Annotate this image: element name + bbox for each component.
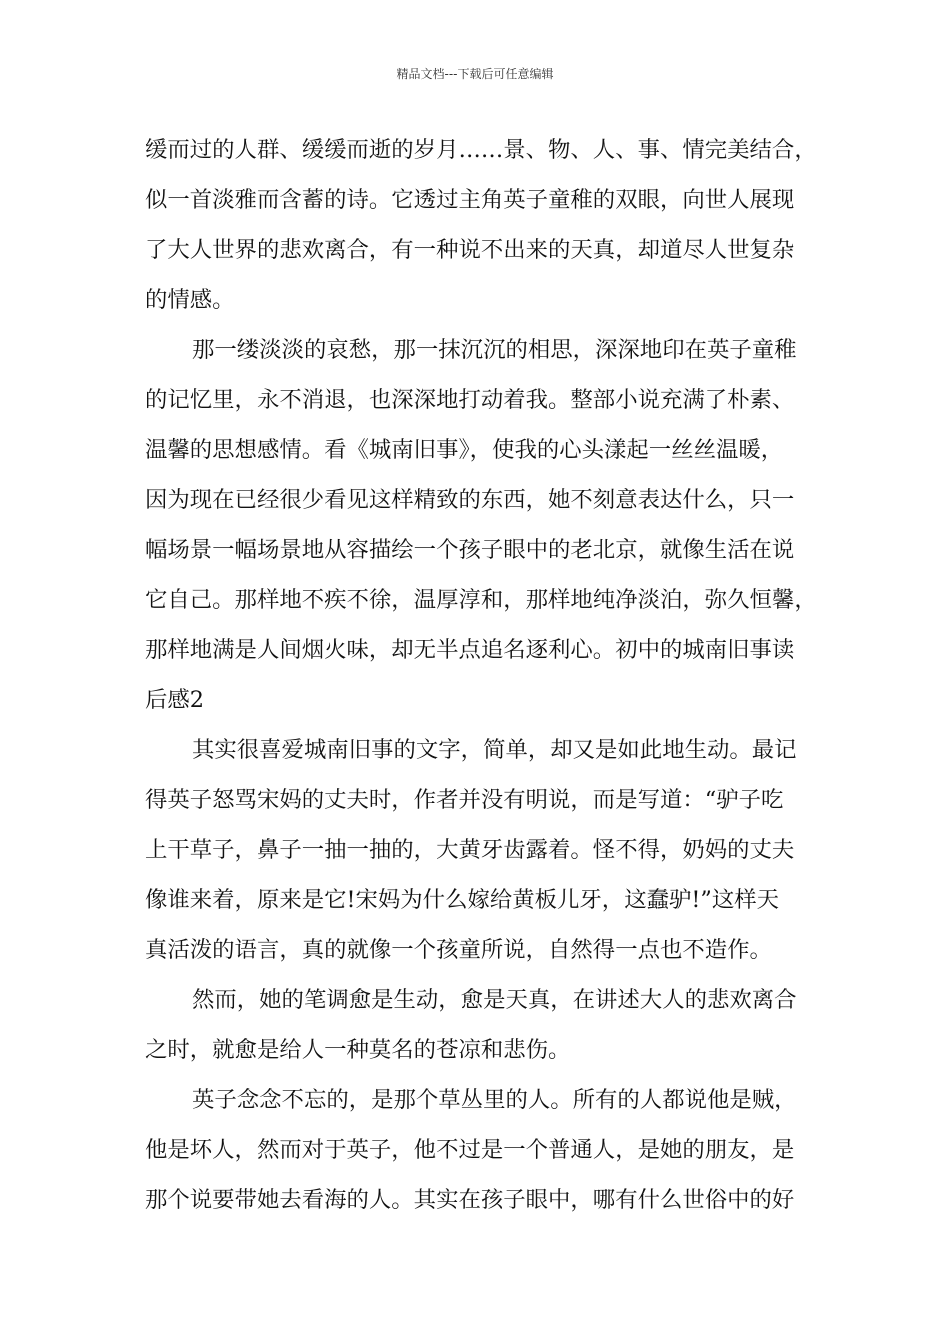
text-line: 幅场景一幅场景地从容描绘一个孩子眼中的老北京，就像生活在说 [145,537,795,563]
paragraph-first-line: 然而，她的笔调愈是生动，愈是天真，在讲述大人的悲欢离合 [192,987,797,1013]
text-line: 他是坏人，然而对于英子，他不过是一个普通人，是她的朋友，是 [145,1137,795,1163]
text-line: 上干草子，鼻子一抽一抽的，大黄牙齿露着。怪不得，奶妈的丈夫 [145,837,795,863]
text-line: 温馨的思想感情。看《城南旧事》，使我的心头漾起一丝丝温暖， [145,437,784,463]
text-line: 那样地满是人间烟火味，却无半点追名逐利心。初中的城南旧事读 [145,637,795,663]
page-header: 精品文档---下载后可任意编辑 [396,67,554,81]
paragraph-first-line: 英子念念不忘的，是那个草丛里的人。所有的人都说他是贼， [192,1087,797,1113]
document-body [145,125,815,1225]
text-line: 得英子怒骂宋妈的丈夫时，作者并没有明说，而是写道：“驴子吃 [145,787,784,813]
text-line: 它自己。那样地不疾不徐，温厚淳和，那样地纯净淡泊，弥久恒馨， [145,587,817,613]
text-line: 的记忆里，永不消退，也深深地打动着我。整部小说充满了朴素、 [145,387,795,413]
text-line: 之时，就愈是给人一种莫名的苍凉和悲伤。 [145,1037,571,1063]
text-line: 缓而过的人群、缓缓而逝的岁月……景、物、人、事、情完美结合， [145,137,817,163]
text-line: 的情感。 [145,287,235,313]
paragraph-first-line: 那一缕淡淡的哀愁，那一抹沉沉的相思，深深地印在英子童稚 [192,337,797,363]
paragraph-first-line: 其实很喜爱城南旧事的文字，简单，却又是如此地生动。最记 [192,737,797,763]
text-line: 因为现在已经很少看见这样精致的东西，她不刻意表达什么，只一 [145,487,795,513]
text-line: 了大人世界的悲欢离合，有一种说不出来的天真，却道尽人世复杂 [145,237,795,263]
text-line: 真活泼的语言，真的就像一个孩童所说，自然得一点也不造作。 [145,937,772,963]
text-line: 那个说要带她去看海的人。其实在孩子眼中，哪有什么世俗中的好 [145,1187,795,1213]
section-title: 后感2 [145,687,205,713]
text-line: 似一首淡雅而含蓄的诗。它透过主角英子童稚的双眼，向世人展现 [145,187,795,213]
text-line: 像谁来着，原来是它!宋妈为什么嫁给黄板儿牙，这蠢驴!”这样天 [145,887,779,913]
